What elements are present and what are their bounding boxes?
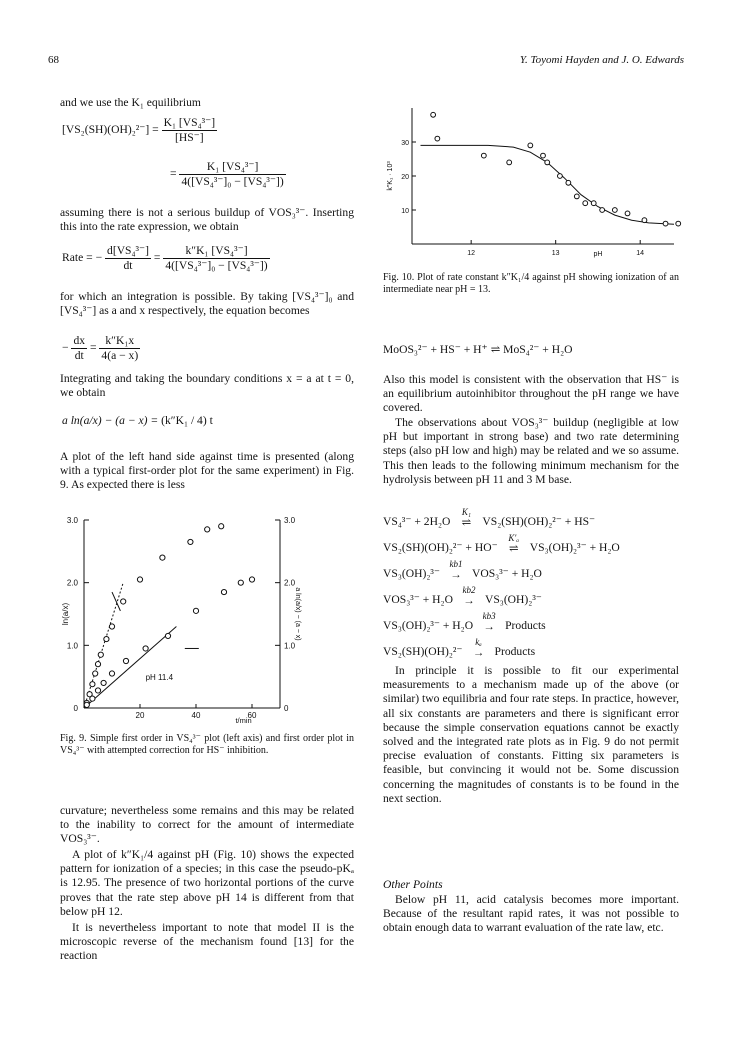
mechanism-rhs: VS₂(SH)(OH)₂²⁻ + HS⁻ [482,515,596,528]
mechanism-arrow: → [483,620,495,633]
mechanism-lhs: VOS₃³⁻ + H₂O [383,593,453,606]
mechanism-step [383,632,679,658]
data-point [205,527,210,532]
rate-equals: = [153,251,161,265]
rate-equation [62,244,270,273]
mechanism-arrow: ⇌ [508,542,519,555]
data-point [591,201,596,206]
mechanism-arrow: → [472,646,485,659]
y-tick-label: 0 [73,704,78,713]
mechanism-step [383,528,679,554]
y2-tick-label: 1.0 [284,641,296,651]
y-tick-label: 30 [401,140,409,147]
corrected-fit-line [84,627,176,708]
y-tick-label: 20 [401,174,409,181]
mechanism [383,502,679,658]
data-point [625,211,630,216]
data-point [101,680,106,685]
mechanism-lhs: VS₃(OH)₂³⁻ + H₂O [383,619,474,632]
y-tick-label: 10 [401,208,409,215]
observations-text: The observations about VOS₃³⁻ buildup (negligible at low pH but important in strong base) and two rate determining steps (also pH low and high) may be related and we so assume. This then leads to the following minimum mechanism for the hydrolysis between pH 11 and 3 M base. [383,416,679,486]
y-tick-label: 3.0 [66,516,78,525]
data-point [123,658,128,663]
mechanism-lhs: VS₂(SH)(OH)₂²⁻ + HO⁻ [383,541,498,554]
mechanism-lhs: VS₂(SH)(OH)₂²⁻ [383,645,463,658]
equation-k1-expanded-eq: = [170,167,177,181]
de-numerator-1: dx [73,334,86,347]
integrated-lhs: a ln(a/x) − (a − x) = [62,414,159,427]
rate-numerator-1: d[VS₄³⁻] [107,244,150,257]
mechanism-arrow: ⇌ [461,516,472,529]
data-point [95,662,100,667]
mechanism-rate-constant: kb1 [449,559,463,569]
data-point [193,608,198,613]
fig10-discussion-text: A plot of k″K₁/4 against pH (Fig. 10) shows the expected pattern for ionization of a species; in this case the pseudo-pKₐ is 12.95. The presence of two horizontal portions of the curve proves that the rate step above pH 14 is different from that below pH 12. [60,848,354,918]
data-point [221,589,226,594]
data-point [238,580,243,585]
assumption-text: assuming there is not a serious buildup of VOS₃³⁻. Inserting this into the rate expression, we obtain [60,206,354,234]
mechanism-rate-constant: kₐ [475,637,482,647]
integrated-equation [62,414,213,428]
y2-tick-label: 3.0 [284,516,296,525]
x-tick-label: 13 [551,250,560,257]
data-point [507,160,512,165]
figure-9-caption: Fig. 9. Simple first order in VS₄³⁻ plot (left axis) and first order plot in VS₄³⁻ with attempted correction for HS⁻ inhibition. [60,733,354,757]
data-point [109,671,114,676]
pointer-arrow [112,592,120,611]
de-minus: − [62,341,69,355]
other-points-heading: Other Points [383,878,443,891]
y2-tick-label: 0 [284,704,289,713]
data-point [249,577,254,582]
data-point [84,702,89,707]
data-point [93,671,98,676]
de-denominator-1: dt [74,349,84,362]
x-tick-label: 60 [247,711,257,720]
data-point [481,153,486,158]
also-text: Also this model is consistent with the observation that HS⁻ is an equilibrium autoinhibitor throughout the pH range we have covered. [383,373,679,415]
data-point [541,153,546,158]
mechanism-step [383,606,679,632]
data-point [104,636,109,641]
running-header: Y. Toyomi Hayden and J. O. Edwards [519,54,684,66]
molybdenum-reaction: MoOS₃²⁻ + HS⁻ + H⁺ ⇌ MoS₄²⁻ + H₂O [383,343,573,356]
intro-text: and we use the K₁ equilibrium [60,96,201,109]
data-point [165,633,170,638]
equation-k1-numerator: K₁ [VS₄³⁻] [163,116,216,129]
data-point [90,696,95,701]
data-point [160,555,165,560]
mechanism-arrow: → [450,568,462,581]
data-point [566,180,571,185]
de-numerator-2: k″K₁x [99,334,140,349]
data-point [600,208,605,213]
mechanism-step [383,554,679,580]
data-point [188,539,193,544]
data-point [121,599,126,604]
data-point [219,524,224,529]
mechanism-rate-constant: K′ₐ [508,533,520,543]
mechanism-rhs: Products [505,619,546,632]
data-point [95,688,100,693]
rate-denominator-2: 4([VS₄³⁻]₀ − [VS₄³⁻]) [165,259,268,272]
x-tick-label: 12 [467,250,476,257]
equation-k1-lhs: [VS₂(SH)(OH)₂²⁻] = [62,123,159,137]
chart-annotation: pH 11.4 [145,672,174,682]
data-point [558,174,563,179]
data-point [143,646,148,651]
plot-text: A plot of the left hand side against time is presented (along with a typical first-order plot for the same experiment) in Fig. 9. As expected there is less [60,450,354,492]
curvature-text: curvature; nevertheless some remains and this may be related to the inability to correct for the amount of intermediate VOS₃³⁻. [60,804,354,846]
y-axis-label: k″K₁ · 10³ [387,161,394,191]
data-point [545,160,550,165]
boundary-text: Integrating and taking the boundary conditions x = a at t = 0, we obtain [60,372,354,400]
y2-axis-label: a ln(a/x) − (a − x) [294,587,301,641]
x-axis-label: t/min [235,716,252,725]
rate-label: Rate = − [62,251,103,265]
y-tick-label: 1.0 [66,641,78,651]
figure-9-chart [58,510,301,730]
mechanism-arrow: → [463,594,475,607]
first-order-fit-line [84,583,123,708]
data-point [583,201,588,206]
y-tick-label: 2.0 [66,578,78,588]
figure-10-chart [382,104,682,274]
rate-denominator-1: dt [123,259,133,272]
data-point [109,624,114,629]
data-point [98,652,103,657]
mechanism-step [383,580,679,606]
data-point [574,194,579,199]
differential-equation [62,334,140,363]
mechanism-step [383,502,679,528]
fit-curve [421,145,675,224]
other-points-text: Below pH 11, acid catalysis becomes more important. Because of the resultant rapid rates, it was not possible to obtain enough data to warrant evaluation of the rate law, etc. [383,893,679,935]
equation-k1-denominator: [HS⁻] [174,131,204,144]
principle-text: In principle it is possible to fit our experimental measurements to a mechanism made up of the above (or similar) two equilibria and four rate steps. In practice, however, all six constants are parameters and there is significant error because the simple conservation equations cannot be exactly solved and the integrated rate plots as in Fig. 9 do not permit precise evaluation of constants. Fitting six parameters is feasible, but convincing it would not be. Some discussion concerning the magnitudes of constants is to be found in the next section. [383,664,679,805]
y-axis-label: ln(a/x) [61,602,70,626]
model-text: It is nevertheless important to note that model II is the microscopic reverse of the mechanism found [13] for the reaction [60,921,354,963]
mechanism-rate-constant: kb3 [482,611,496,621]
equation-k1-expanded-numerator: K₁ [VS₄³⁻] [179,160,285,175]
rate-numerator-2: k″K₁ [VS₄³⁻] [163,244,269,259]
equation-k1-expanded [170,160,286,189]
x-tick-label: 40 [191,711,201,720]
de-equals: = [89,341,97,355]
data-point [663,221,668,226]
data-point [612,208,617,213]
y2-tick-label: 2.0 [284,578,296,588]
data-point [431,112,436,117]
de-denominator-2: 4(a − x) [101,349,139,362]
mechanism-lhs: VS₄³⁻ + 2H₂O [383,515,451,528]
data-point [435,136,440,141]
data-point [528,143,533,148]
mechanism-rate-constant: kb2 [462,585,476,595]
page-number: 68 [48,54,59,66]
x-axis-label: pH [593,251,603,258]
integrated-rhs: (k″K₁ / 4) t [161,414,213,427]
figure-10-caption: Fig. 10. Plot of rate constant k″K₁/4 against pH showing ionization of an intermediate near pH = 13. [383,272,679,296]
x-tick-label: 20 [135,711,145,720]
mechanism-rhs: VS₃(OH)₂³⁻ [484,593,542,606]
data-point [642,218,647,223]
mechanism-lhs: VS₃(OH)₂³⁻ [383,567,440,580]
mechanism-rhs: Products [494,645,536,658]
data-point [90,682,95,687]
mechanism-rate-constant: K₁ [461,507,471,517]
integration-text: for which an integration is possible. By taking [VS₄³⁻]₀ and [VS₄³⁻] as a and x respectively, the equation becomes [60,290,354,318]
equation-k1 [62,116,217,145]
data-point [676,221,681,226]
mechanism-rhs: VS₃(OH)₂³⁻ + H₂O [529,541,620,554]
mechanism-rhs: VOS₃³⁻ + H₂O [471,567,542,580]
x-tick-label: 14 [636,250,645,257]
data-point [137,577,142,582]
equation-k1-expanded-denominator: 4([VS₄³⁻]₀ − [VS₄³⁻]) [181,175,284,188]
